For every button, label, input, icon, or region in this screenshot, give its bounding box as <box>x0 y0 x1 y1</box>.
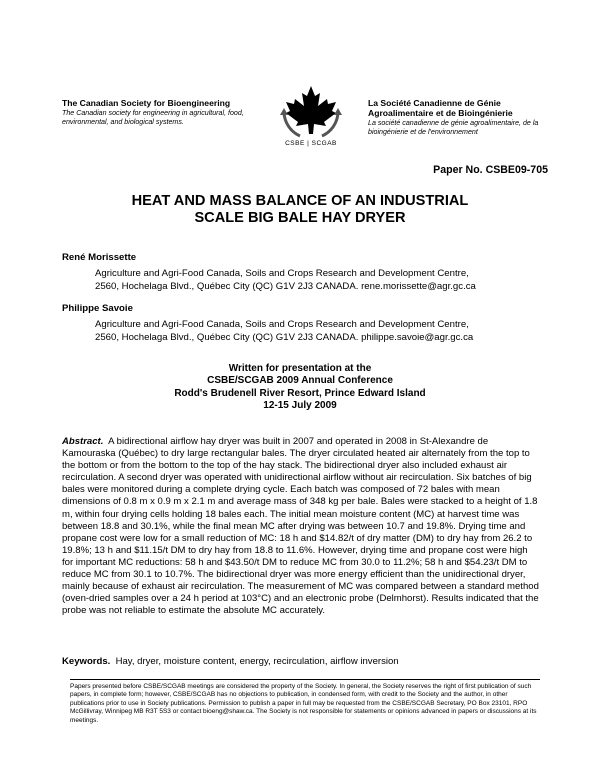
author-affiliation <box>95 318 555 344</box>
copyright-footer: Papers presented before CSBE/SCGAB meetings are considered the property of the Society. In general, the Society reserves the right of first publication of such papers, in complete form; however, CSBE/SCGAB has no objections to publication, in condensed form, with credit to the Society and the author, in other publications prior to use in Society publications. Permission to publish a paper in full may be requested from the CSBE/SCGAB Secretary, PO Box 23101, RPO McGillivray, Winnipeg MB R3T 5S3 or contact bioeng@shaw.ca. The Society is not responsible for statements or opinions advanced in papers or discussions at its meetings. <box>70 679 540 725</box>
title-line-2: SCALE BIG BALE HAY DRYER <box>194 210 406 226</box>
title-line-1: HEAT AND MASS BALANCE OF AN INDUSTRIAL <box>131 193 469 209</box>
presentation-info <box>60 363 540 412</box>
author-name: René Morissette <box>62 252 137 263</box>
maple-leaf-icon <box>270 82 352 140</box>
society-en-name: The Canadian Society for Bioengineering <box>62 98 231 108</box>
abstract <box>62 436 540 617</box>
keywords-label: Keywords. <box>62 656 111 667</box>
keywords <box>62 656 540 668</box>
society-fr-tagline: La société canadienne de génie agroalimentaire, de la bioingénierie et de l'environnement <box>368 119 539 136</box>
conference-dates: 12-15 July 2009 <box>263 399 337 411</box>
logo-text: CSBE | SCGAB <box>285 140 337 147</box>
society-en-block <box>62 98 277 127</box>
conference-name: CSBE/SCGAB 2009 Annual Conference <box>207 375 393 387</box>
affil-line: 2560, Hochelaga Blvd., Québec City (QC) G1V 2J3 CANADA. philippe.savoie@agr.gc.ca <box>95 332 474 343</box>
paper-title <box>60 193 540 227</box>
society-en-tagline: The Canadian society for engineering in agricultural, food, environmental, and biological systems. <box>62 109 244 126</box>
abstract-label: Abstract. <box>62 436 104 447</box>
society-fr-block <box>368 98 558 137</box>
affil-line: Agriculture and Agri-Food Canada, Soils and Crops Research and Development Centre, <box>95 268 469 279</box>
presentation-line: Written for presentation at the <box>228 363 372 374</box>
csbe-logo <box>270 82 352 154</box>
author-affiliation <box>95 267 555 293</box>
affil-line: Agriculture and Agri-Food Canada, Soils and Crops Research and Development Centre, <box>95 319 469 330</box>
author-name: Philippe Savoie <box>62 303 133 314</box>
paper-number: Paper No. CSBE09-705 <box>433 164 548 176</box>
keywords-text: Hay, dryer, moisture content, energy, recirculation, airflow inversion <box>115 656 399 667</box>
conference-venue: Rodd's Brudenell River Resort, Prince Edward Island <box>174 387 426 399</box>
society-fr-name-1: La Société Canadienne de Génie <box>368 98 501 108</box>
society-fr-name-2: Agroalimentaire et de Bioingénierie <box>368 108 513 118</box>
affil-line: 2560, Hochelaga Blvd., Québec City (QC) G1V 2J3 CANADA. rene.morissette@agr.gc.ca <box>95 281 476 292</box>
abstract-text: A bidirectional airflow hay dryer was built in 2007 and operated in 2008 in St-Alexandre de Kamouraska (Québec) to dry large rectangular bales. The dryer circulated heated air alternately from the top to the bottom or from the bottom to the top of the hay stack. The bidirectional dryer also included exhaust air recirculation. A second dryer was operated with unidirectional airflow without air recirculation. Six batches of big bales were monitored during a complete drying cycle. Each batch was composed of 72 bales with mean dimensions of 0.8 m x 0.9 m x 2.1 m and average mass of 348 kg per bale. Bales were stacked to a height of 1.8 m, within four drying cells holding 18 bales each. The initial mean moisture content (MC) at harvest time was between 18.8 and 30.1%, while the final mean MC after drying was between 10.7 and 19.8%. Drying time and propane cost were low for a small reduction of MC: 18 h and $14.82/t of dry matter (DM) to dry hay from 26.2 to 19.8%; 13 h and $11.15/t DM to dry hay from 18.8 to 11.6%. However, drying time and propane cost were high for important MC reductions: 58 h and $43.50/t DM to reduce MC from 30.0 to 11.2%; 58 h and $54.23/t DM to reduce MC from 30.1 to 10.7%. The bidirectional dryer was more energy efficient than the unidirectional dryer, mainly because of exhaust air recirculation. The measurement of MC was compared between a standard method (oven-dried samples over a 24 h period at 103°C) and an electronic probe (Delmhorst). Results indicated that the probe was not reliable to estimate the absolute MC accurately. <box>62 436 539 617</box>
